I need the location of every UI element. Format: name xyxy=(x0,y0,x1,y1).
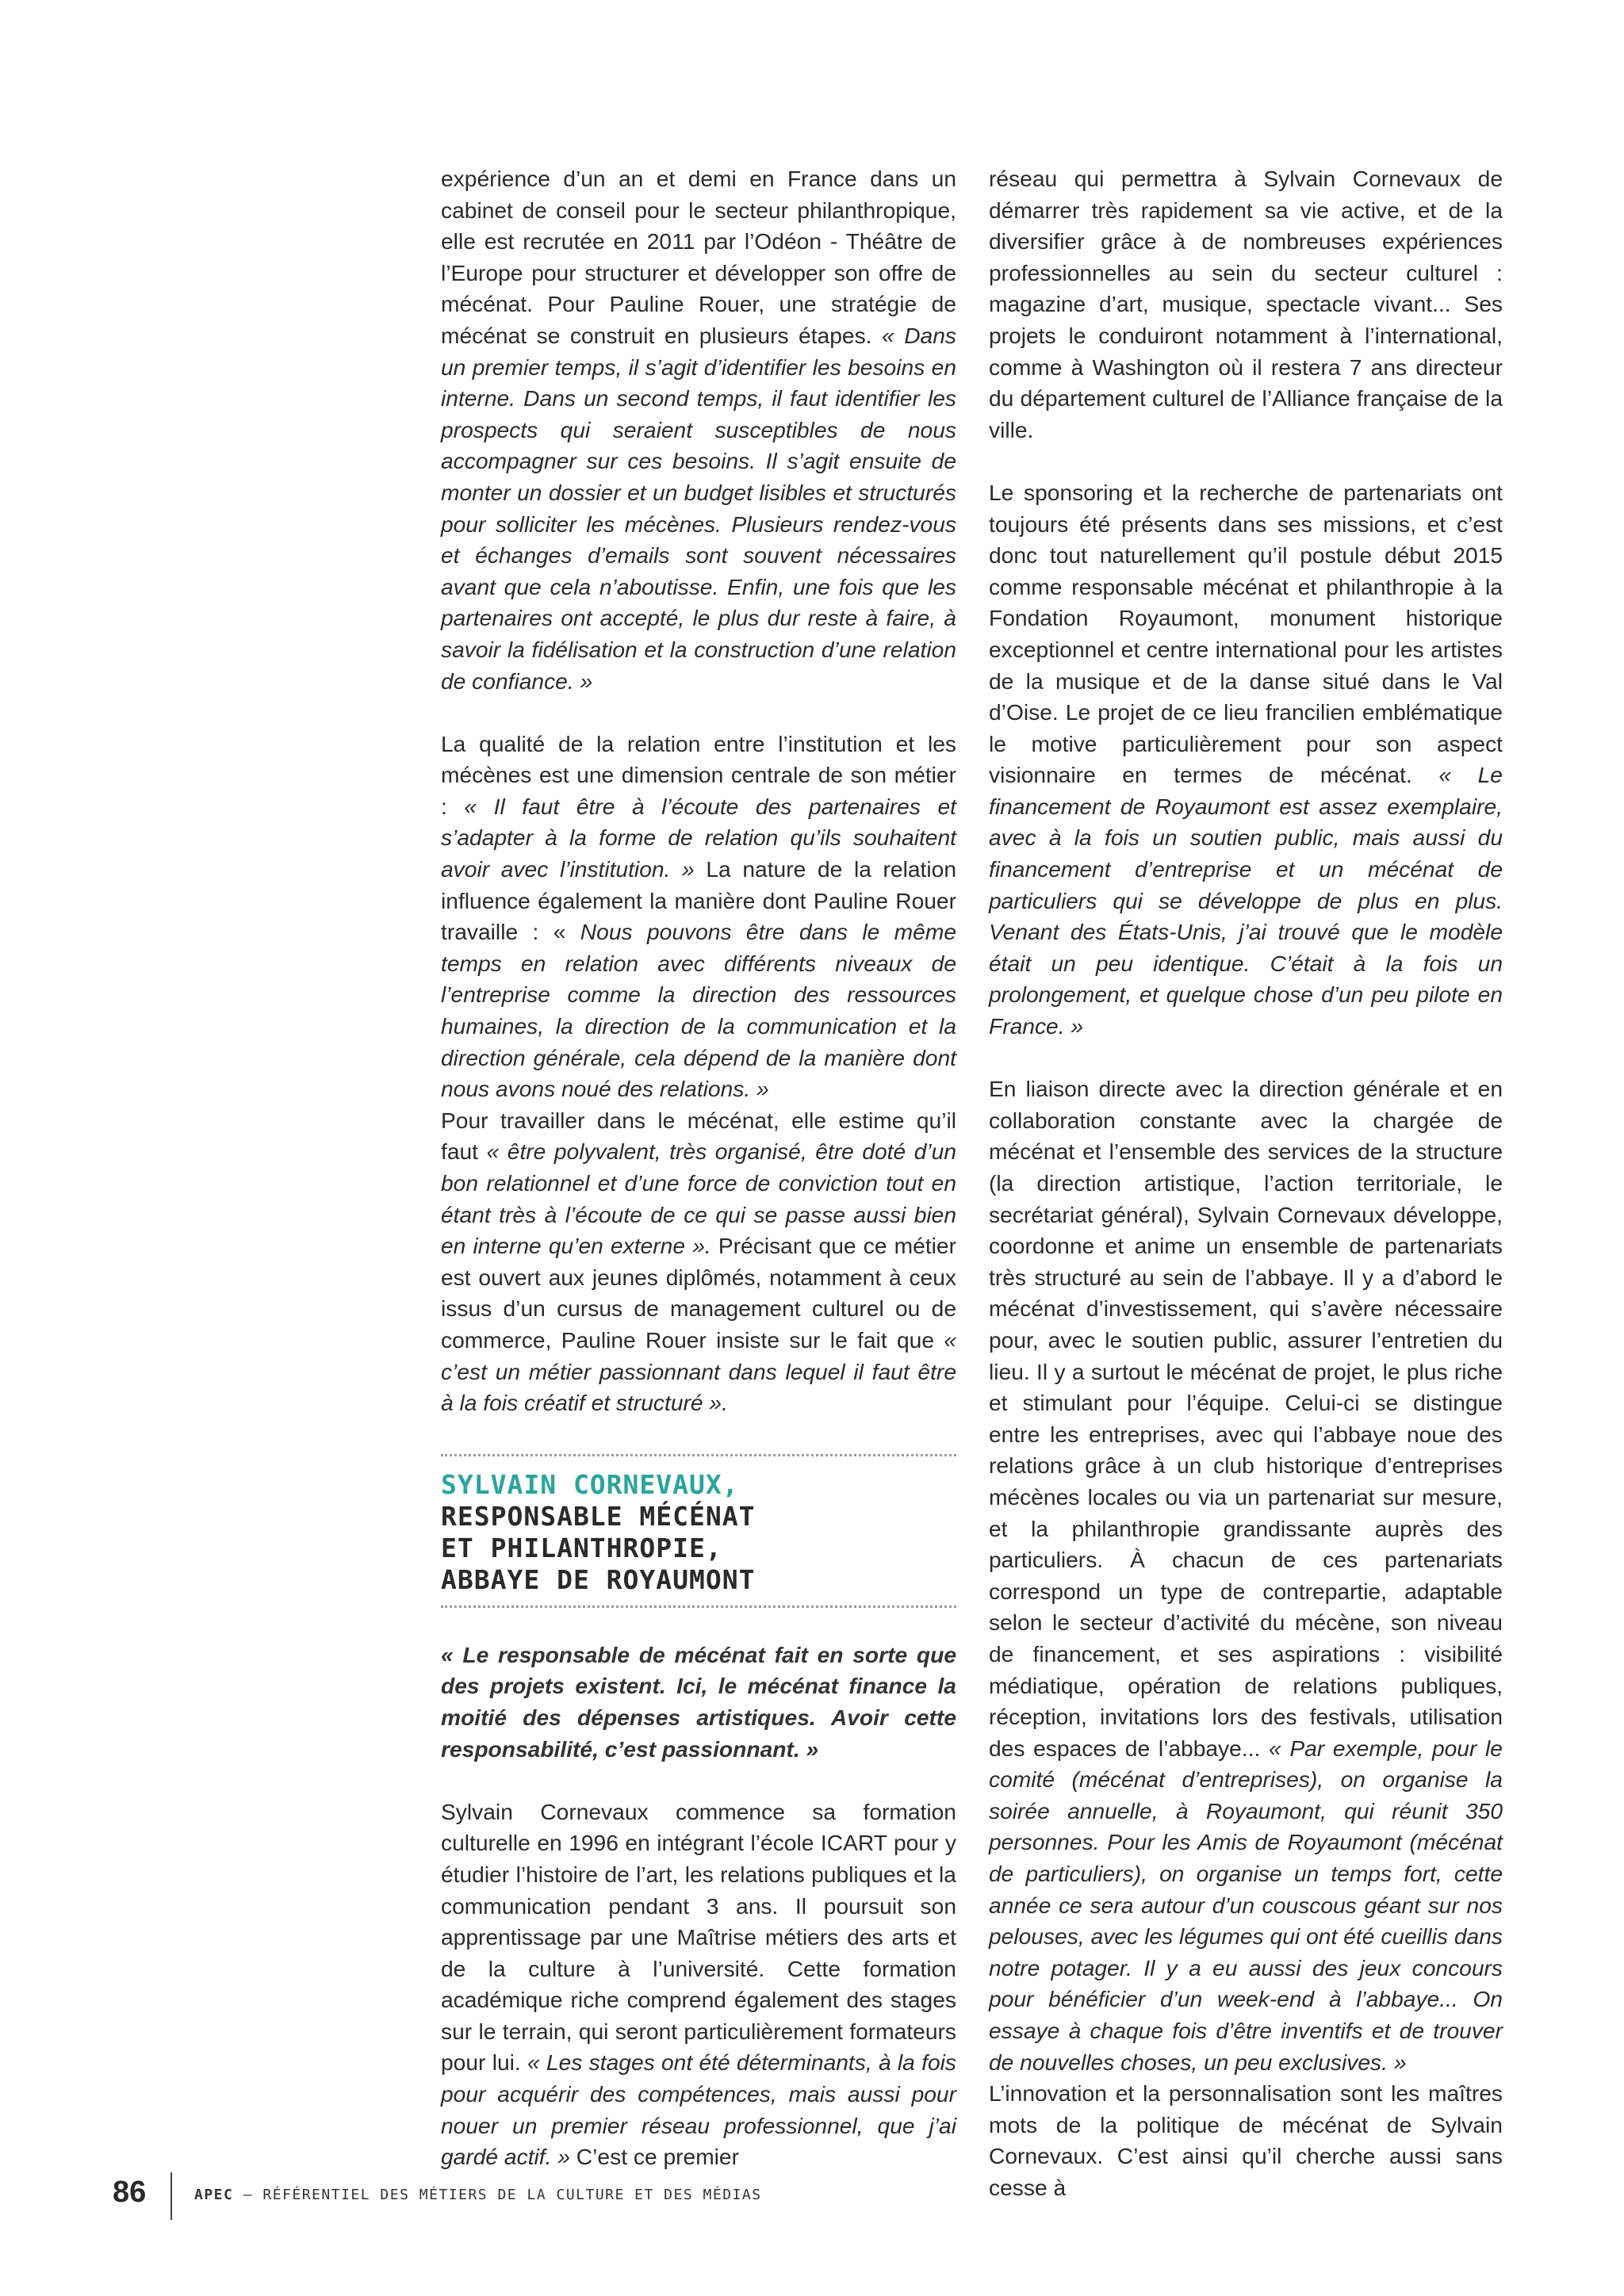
lead-quote: « Le responsable de mécénat fait en sorte que des projets existent. Ici, le mécénat finance la moitié des dépenses artistiques. Avoir cette responsabilité, c’est passionnant. » xyxy=(441,1641,956,1762)
body-text: Pour travailler dans le mécénat, elle estime qu’il faut xyxy=(441,1107,956,1165)
body-text: La nature de la relation influence également la manière dont Pauline Rouer travaille : « xyxy=(441,856,956,945)
paragraph xyxy=(989,477,1503,1043)
section-title-line: ABBAYE DE ROYAUMONT xyxy=(441,1563,756,1595)
body-text: Précisant que ce métier est ouvert aux jeunes diplômés, notamment à ceux issus d’un cursus de management culturel ou de commerce, Pauline Rouer insiste sur le fait que xyxy=(441,1233,956,1353)
paragraph xyxy=(989,163,1503,446)
left-column xyxy=(441,163,956,2173)
quote-text: « être polyvalent, très organisé, être doté d’un bon relationnel et d’une force de conviction tout en étant très à l’écoute de ce qui se passe aussi bien en interne qu’en externe ». xyxy=(441,1138,956,1259)
quote-text: « c’est un métier passionnant dans lequel il faut être à la fois créatif et structuré ». xyxy=(441,1326,956,1416)
body-text: La qualité de la relation entre l’institution et les mécènes est une dimension centrale de son métier : xyxy=(441,730,956,819)
quote-text: « Par exemple, pour le comité (mécénat d’entreprises), on organise la soirée annuelle, à Royaumont, qui réunit 350 personnes. Pour les Amis de Royaumont (mécénat de particuliers), on organise un temps fort, cette année ce sera autour d’un couscous géant sur nos pelouses, avec les légumes qui ont été cueillis dans notre potager. Il y a eu aussi des jeux concours pour bénéficier d’un week-end à l’abbaye... On essaye à chaque fois d’être inventifs et de trouver de nouvelles choses, un peu exclusives. » xyxy=(989,1735,1503,2075)
quote-text: Nous pouvons être dans le même temps en relation avec différents niveaux de l’entreprise comme la direction des ressources humaines, la direction de la communication et la direction générale, cela dépend de la manière dont nous avons noué des relations. » xyxy=(441,919,956,1102)
quote-text: « Les stages ont été déterminants, à la fois pour acquérir des compétences, mais aussi pour nouer un premier réseau professionnel, que j’ai gardé actif. » xyxy=(441,2049,956,2170)
footer-brand: APEC xyxy=(194,2187,234,2203)
footer-divider xyxy=(170,2172,172,2220)
section-divider-top xyxy=(441,1454,956,1456)
quote-text: « Il faut être à l’écoute des partenaires et s’adapter à la forme de relation qu’ils souhaitent avoir avec l’institution. » xyxy=(441,793,956,882)
body-text: Le sponsoring et la recherche de partenariats ont toujours été présents dans ses missions, et c’est donc tout naturellement qu’il postule début 2015 comme responsable mécénat et philanthropie à la Fondation Royaumont, monument historique exceptionnel et centre international pour les artistes de la musique et de la danse situé dans le Val d’Oise. Le projet de ce lieu francilien emblématique le motive particulièrement pour son aspect visionnaire en termes de mécénat. xyxy=(989,479,1503,788)
footer-title xyxy=(194,2187,762,2203)
page-footer xyxy=(0,2172,1624,2220)
paragraph xyxy=(441,163,956,697)
page-number: 86 xyxy=(113,2175,147,2209)
body-text: C’est ce premier xyxy=(569,2144,739,2170)
section-title xyxy=(441,1469,956,1596)
quote-text: « Le financement de Royaumont est assez exemplaire, avec à la fois un soutien public, mais aussi du financement d’entreprise et un mécénat de particuliers qui se développe de plus en plus. Venant des États-Unis, j’ai trouvé que le modèle était un peu identique. C’était à la fois un prolongement, et quelque chose d’un peu pilote en France. » xyxy=(989,762,1503,1039)
section-title-name: SYLVAIN CORNEVAUX, xyxy=(441,1468,739,1500)
body-text: En liaison directe avec la direction générale et en collaboration constante avec la chargée de mécénat et l’ensemble des services de la structure (la direction artistique, l’action territoriale, le secrétariat général), Sylvain Cornevaux développe, coordonne et anime un ensemble de partenariats très structuré au sein de l’abbaye. Il y a d’abord le mécénat d’investissement, qui s’avère nécessaire pour, avec le soutien public, assurer l’entretien du lieu. Il y a surtout le mécénat de projet, le plus riche et stimulant pour l’équipe. Celui-ci se distingue entre les entreprises, avec qui l’abbaye noue des relations grâce à un club historique d’entreprises mécènes locales ou via un partenariat sur mesure, et la philanthropie grandissante auprès des particuliers. À chacun de ces partenariats correspond un type de contrepartie, adaptable selon le secteur d’activité du mécène, son niveau de financement, et ses aspirations : visibilité médiatique, opération de relations publiques, réception, invitations lors des festivals, utilisation des espaces de l’abbaye... xyxy=(989,1076,1503,1761)
paragraph xyxy=(441,1797,956,2173)
paragraph xyxy=(441,729,956,1105)
right-column xyxy=(989,163,1503,2204)
paragraph xyxy=(989,1073,1503,2078)
paragraph xyxy=(441,1105,956,1419)
body-text: L’innovation et la personnalisation sont les maîtres mots de la politique de mécénat de Sylvain Cornevaux. C’est ainsi qu’il cherche aussi sans cesse à xyxy=(989,2080,1503,2200)
quote-text: « Dans un premier temps, il s’agit d’identifier les besoins en interne. Dans un second temps, il faut identifier les prospects qui seraient susceptibles de nous accompagner sur ces besoins. Il s’agit ensuite de monter un dossier et un budget lisibles et structurés pour solliciter les mécènes. Plusieurs rendez-vous et échanges d’emails sont souvent nécessaires avant que cela n’aboutisse. Enfin, une fois que les partenaires ont accepté, le plus dur reste à faire, à savoir la fidélisation et la construction d’une relation de confiance. » xyxy=(441,322,956,694)
section-title-line: ET PHILANTHROPIE, xyxy=(441,1532,722,1563)
section-title-line: RESPONSABLE MÉCÉNAT xyxy=(441,1500,756,1532)
body-text: Sylvain Cornevaux commence sa formation culturelle en 1996 en intégrant l’école ICART pour y étudier l’histoire de l’art, les relations publiques et la communication pendant 3 ans. Il poursuit son apprentissage par une Maîtrise métiers des arts et de la culture à l’université. Cette formation académique riche comprend également des stages sur le terrain, qui seront particulièrement formateurs pour lui. xyxy=(441,1798,956,2076)
footer-title-text: – RÉFÉRENTIEL DES MÉTIERS DE LA CULTURE ET DES MÉDIAS xyxy=(233,2187,762,2203)
body-text: réseau qui permettra à Sylvain Cornevaux de démarrer très rapidement sa vie active, et de la diversifier grâce à de nombreuses expériences professionnelles au sein du secteur culturel : magazine d’art, musique, spectacle vivant... Ses projets le conduiront notamment à l’international, comme à Washington où il restera 7 ans directeur du département culturel de l’Alliance française de la ville. xyxy=(989,166,1503,442)
body-text: expérience d’un an et demi en France dans un cabinet de conseil pour le secteur philanthropique, elle est recrutée en 2011 par l’Odéon - Théâtre de l’Europe pour structurer et développer son offre de mécénat. Pour Pauline Rouer, une stratégie de mécénat se construit en plusieurs étapes. xyxy=(441,166,956,348)
section-divider-bottom xyxy=(441,1605,956,1608)
